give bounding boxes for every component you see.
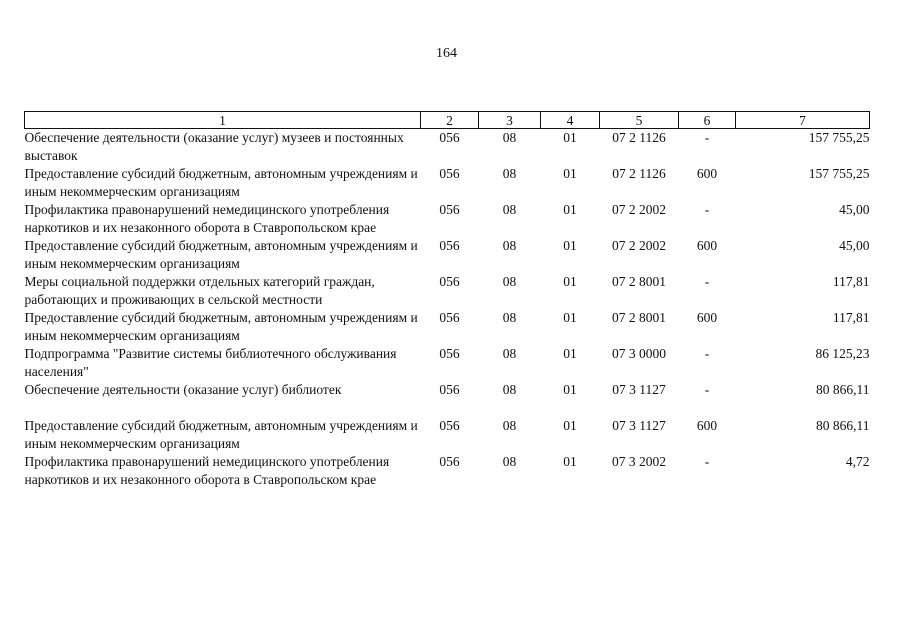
- row-amount: 157 755,25: [808, 130, 870, 145]
- row-name: Обеспечение деятельности (оказание услуг) музеев и постоянных выставок: [24, 130, 404, 163]
- row-kind: 600: [696, 238, 718, 253]
- row-subsection: 01: [563, 130, 577, 145]
- row-name: Подпрограмма "Развитие системы библиотечного обслуживания населения": [24, 346, 397, 379]
- row-ministry: 056: [439, 382, 460, 397]
- row-ministry: 056: [439, 310, 460, 325]
- row-section: 08: [502, 310, 517, 325]
- row-kind: -: [704, 202, 710, 217]
- row-amount: 86 125,23: [815, 346, 870, 361]
- row-name: Профилактика правонарушений немедицинского употребления наркотиков и их незаконного оборота в Ставропольском крае: [24, 454, 390, 487]
- row-section: 08: [502, 238, 517, 253]
- table-row: [25, 201, 870, 237]
- row-section: 08: [502, 454, 517, 469]
- table-row: [25, 165, 870, 201]
- row-target: 07 2 2002: [612, 238, 666, 253]
- row-amount: 117,81: [832, 310, 870, 325]
- table-row: [25, 453, 870, 489]
- row-ministry: 056: [439, 454, 460, 469]
- row-section: 08: [502, 130, 517, 145]
- row-amount: 45,00: [839, 238, 870, 253]
- row-subsection: 01: [563, 202, 577, 217]
- row-ministry: 056: [439, 202, 460, 217]
- row-amount: 80 866,11: [816, 418, 870, 433]
- row-target: 07 2 1126: [612, 166, 666, 181]
- table-row: [25, 417, 870, 453]
- row-name: Предоставление субсидий бюджетным, автономным учреждениям и иным некоммерческим организациям: [24, 418, 418, 451]
- row-target: 07 3 1127: [612, 382, 666, 397]
- row-target: 07 2 8001: [612, 274, 666, 289]
- row-section: 08: [502, 274, 517, 289]
- row-section: 08: [502, 418, 517, 433]
- row-section: 08: [502, 382, 517, 397]
- row-ministry: 056: [439, 418, 460, 433]
- row-kind: 600: [696, 310, 718, 325]
- row-subsection: 01: [563, 166, 577, 181]
- row-kind: 600: [696, 166, 718, 181]
- header-row: [25, 112, 870, 129]
- row-subsection: 01: [563, 418, 577, 433]
- row-kind: -: [704, 130, 710, 145]
- row-target: 07 3 0000: [612, 346, 666, 361]
- row-kind: -: [704, 382, 710, 397]
- row-subsection: 01: [563, 382, 577, 397]
- table-row: [25, 129, 870, 166]
- table-row: [25, 273, 870, 309]
- row-target: 07 3 1127: [612, 418, 666, 433]
- row-section: 08: [502, 346, 517, 361]
- row-subsection: 01: [563, 346, 577, 361]
- row-kind: -: [704, 454, 710, 469]
- row-target: 07 2 1126: [612, 130, 666, 145]
- row-name: Обеспечение деятельности (оказание услуг) библиотек: [24, 382, 342, 397]
- row-amount: 117,81: [832, 274, 870, 289]
- table-row: [25, 309, 870, 345]
- header-name: 1: [25, 112, 421, 129]
- row-name: Предоставление субсидий бюджетным, автономным учреждениям и иным некоммерческим организациям: [24, 310, 418, 343]
- header-ministry: 2: [421, 112, 479, 129]
- header-target: 5: [600, 112, 679, 129]
- row-subsection: 01: [563, 454, 577, 469]
- table-row: [25, 237, 870, 273]
- header-kind: 6: [679, 112, 736, 129]
- budget-table: [24, 111, 870, 489]
- row-amount: 45,00: [839, 202, 870, 217]
- row-ministry: 056: [439, 166, 460, 181]
- row-subsection: 01: [563, 238, 577, 253]
- row-subsection: 01: [563, 310, 577, 325]
- row-amount: 4,72: [845, 454, 870, 469]
- header-subsection: 4: [541, 112, 600, 129]
- row-amount: 157 755,25: [808, 166, 870, 181]
- row-target: 07 3 2002: [612, 454, 666, 469]
- page-number: 164: [436, 46, 457, 61]
- row-target: 07 2 8001: [612, 310, 666, 325]
- row-ministry: 056: [439, 238, 460, 253]
- row-name: Профилактика правонарушений немедицинского употребления наркотиков и их незаконного оборота в Ставропольском крае: [24, 202, 390, 235]
- row-name: Предоставление субсидий бюджетным, автономным учреждениям и иным некоммерческим организациям: [24, 238, 418, 271]
- row-target: 07 2 2002: [612, 202, 666, 217]
- table-row: [25, 381, 870, 417]
- header-section: 3: [479, 112, 541, 129]
- row-ministry: 056: [439, 130, 460, 145]
- row-subsection: 01: [563, 274, 577, 289]
- row-ministry: 056: [439, 346, 460, 361]
- table-row: [25, 345, 870, 381]
- row-name: Предоставление субсидий бюджетным, автономным учреждениям и иным некоммерческим организациям: [24, 166, 418, 199]
- row-ministry: 056: [439, 274, 460, 289]
- row-section: 08: [502, 202, 517, 217]
- row-amount: 80 866,11: [816, 382, 870, 397]
- row-kind: 600: [696, 418, 718, 433]
- row-kind: -: [704, 346, 710, 361]
- row-section: 08: [502, 166, 517, 181]
- row-name: Меры социальной поддержки отдельных категорий граждан, работающих и проживающих в сельской местности: [24, 274, 375, 307]
- row-kind: -: [704, 274, 710, 289]
- header-amount: 7: [736, 112, 870, 129]
